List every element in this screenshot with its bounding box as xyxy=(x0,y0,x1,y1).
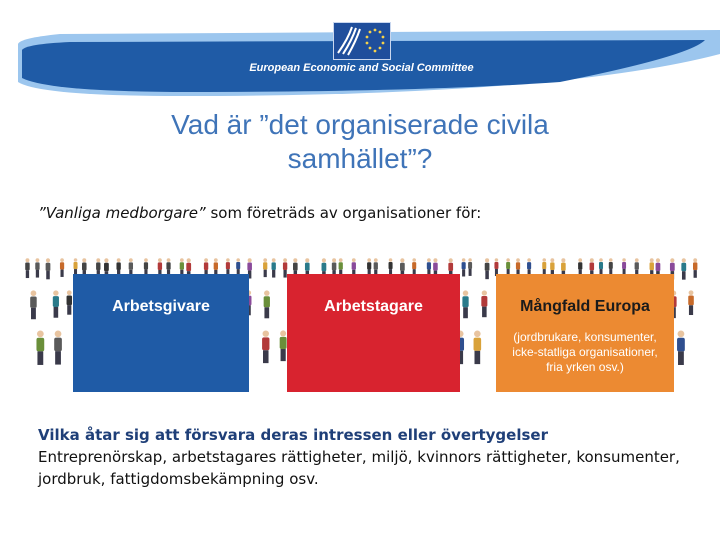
bottom-heading: Vilka åtar sig att försvara deras intressen eller övertygelser xyxy=(38,426,548,444)
crowd-person xyxy=(677,330,685,365)
crowd-person xyxy=(262,330,269,363)
subtitle-emphasis: ”Vanliga medborgare” xyxy=(38,204,206,222)
crowd-person xyxy=(35,258,39,277)
crowd-person xyxy=(485,258,490,279)
crowd-person xyxy=(474,330,482,364)
crowd-person xyxy=(46,258,51,279)
crowd-person xyxy=(688,290,694,315)
eesc-logo xyxy=(333,22,391,60)
crowd-person xyxy=(264,290,270,318)
box-diversity-label: Mångfald Europa xyxy=(520,298,650,315)
crowd-person xyxy=(25,258,29,278)
box-employers-label: Arbetsgivare xyxy=(112,298,210,315)
crowd-person xyxy=(272,258,276,277)
crowd-person xyxy=(36,330,44,364)
box-employers xyxy=(73,274,249,392)
box-diversity-europe xyxy=(496,274,674,392)
crowd-person xyxy=(280,330,287,361)
crowd-person xyxy=(681,258,686,279)
crowd-person xyxy=(60,258,64,277)
crowd-person xyxy=(67,290,72,314)
org-name: European Economic and Social Committee xyxy=(249,62,474,74)
crowd-person xyxy=(468,258,472,276)
bottom-text xyxy=(38,424,688,490)
subtitle xyxy=(38,204,481,222)
header-banner xyxy=(0,0,720,100)
crowd-person xyxy=(462,258,466,276)
box-workers-label: Arbetstagare xyxy=(324,298,423,315)
box-diversity-note: (jordbrukare, konsumenter, icke-statliga organisationer, fria yrken osv.) xyxy=(512,330,658,374)
box-workers xyxy=(287,274,460,392)
page-title: Vad är ”det organiserade civila samhället”? xyxy=(171,109,549,174)
subtitle-rest: som företräds av organisationer för: xyxy=(205,204,482,222)
bottom-body: Entreprenörskap, arbetstagares rättigheter, miljö, kvinnors rättigheter, konsumenter, jordbruk, fattigdomsbekämpning osv. xyxy=(38,448,680,488)
crowd-person xyxy=(53,290,59,317)
crowd-person xyxy=(30,290,36,319)
crowd-person xyxy=(462,290,468,318)
crowd-person xyxy=(263,258,267,277)
crowd-person xyxy=(693,258,697,278)
crowd-person xyxy=(481,290,487,317)
crowd-person xyxy=(54,330,62,364)
